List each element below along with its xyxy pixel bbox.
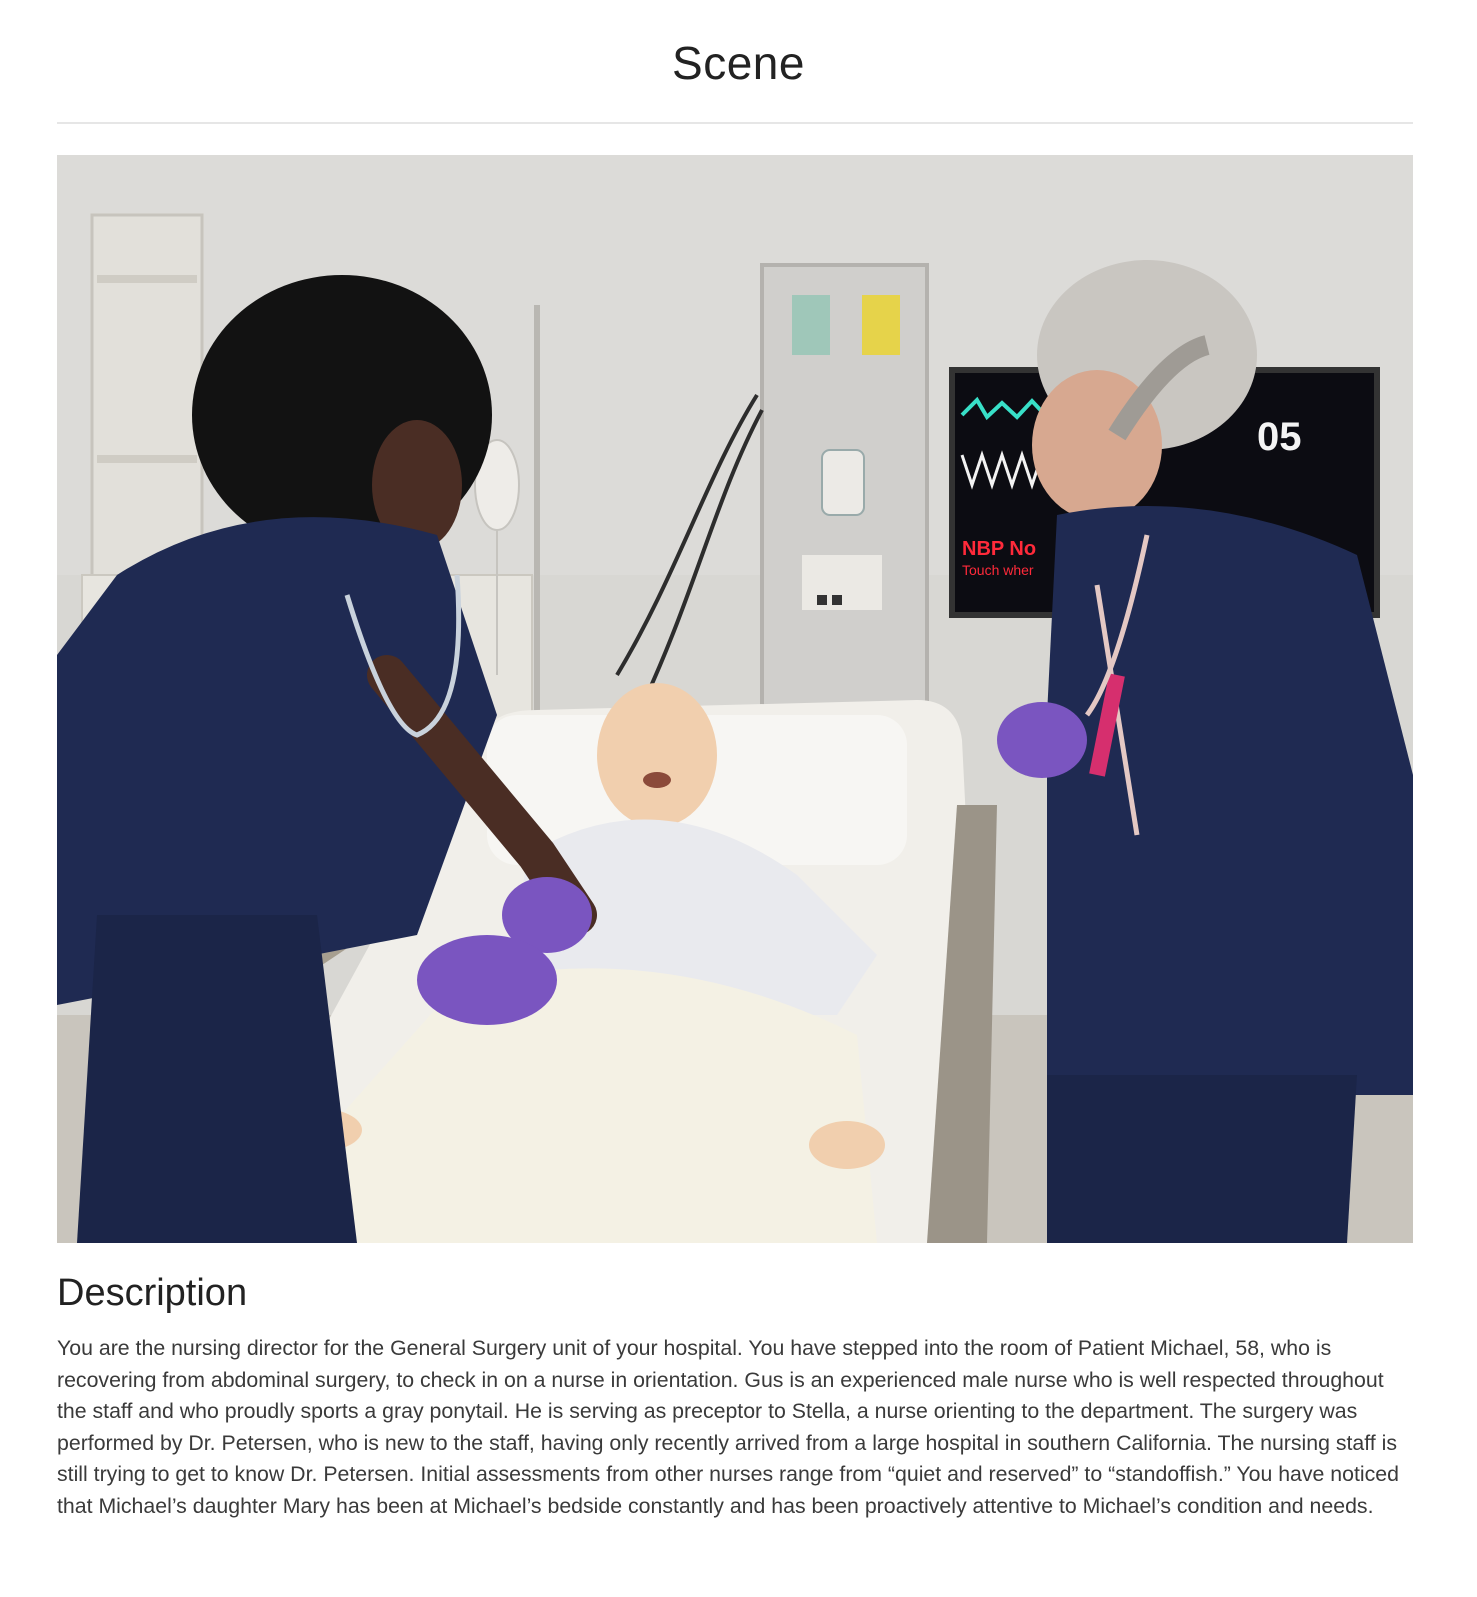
page-title: Scene: [672, 37, 805, 89]
title-divider: [57, 122, 1413, 124]
description-body: You are the nursing director for the General Surgery unit of your hospital. You have stepped into the room of Patient Michael, 58, who is recovering from abdominal surgery, to check in on a nurse in orientation. Gus is an experienced male nurse who is well respected throughout the staff and who proudly sports a gray ponytail. He is serving as preceptor to Stella, a nurse orienting to the department. The surgery was performed by Dr. Petersen, who is new to the staff, having only recently arrived from a large hospital in southern California. The nursing staff is still trying to get to know Dr. Petersen. Initial assessments from other nurses range from “quiet and reserved” to “standoffish.” You have noticed that Michael’s daughter Mary has been at Michael’s bedside constantly and has been proactively attentive to Michael’s condition and needs.: [57, 1336, 1399, 1518]
description-heading: Description: [57, 1272, 248, 1314]
hospital-scene-illustration: [57, 155, 1413, 1243]
monitor-touch-text: Touch wher: [962, 562, 1034, 578]
monitor-reading: 05: [1257, 415, 1302, 459]
monitor-nbp-text: NBP No: [962, 538, 1037, 560]
scene-photo: [57, 155, 1413, 1243]
